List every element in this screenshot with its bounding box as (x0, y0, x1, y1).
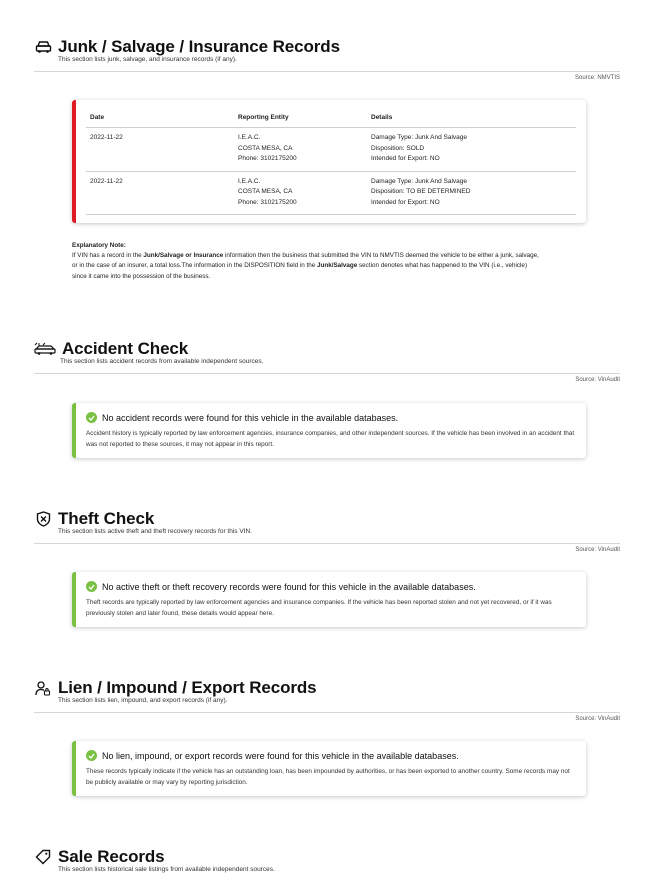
status-row (76, 403, 586, 423)
theft-section (34, 507, 620, 553)
section-title: Lien / Impound / Export Records (58, 678, 317, 697)
source-label: Source: VinAudit (575, 547, 620, 553)
check-circle-icon (86, 581, 97, 592)
lien-section (34, 676, 620, 722)
shield-x-icon (34, 510, 52, 528)
row-date: 2022-11-22 (86, 171, 234, 215)
col-header-details: Details (367, 110, 576, 128)
note-body (72, 251, 542, 282)
row-details (367, 128, 576, 172)
car-icon (34, 38, 52, 56)
entity-location: COSTA MESA, CA (238, 188, 293, 195)
table-row (86, 171, 576, 215)
entity-phone: Phone: 3102175200 (238, 198, 297, 206)
entity-location: COSTA MESA, CA (238, 144, 293, 152)
accident-section (34, 337, 620, 383)
section-subtitle: This section lists junk, salvage, and insurance records (if any). (58, 56, 237, 63)
sale-section (34, 845, 620, 873)
divider (34, 71, 620, 72)
section-subtitle: This section lists active theft and theft recovery records for this VIN. (58, 528, 252, 535)
explanatory-note (72, 241, 542, 282)
note-text: section denotes what has happened to the VIN (i.e., vehicle) since it came into the possession of the business. (72, 262, 528, 280)
status-description: Theft records are typically reported by law enforcement agencies and insurance companies. If the vehicle has been reported stolen and not yet recovered, or if it was previously stolen and later found, these details would appear here. (86, 599, 552, 617)
damage-type: Damage Type: Junk And Salvage (371, 134, 467, 141)
source-label: Source: VinAudit (575, 377, 620, 383)
source-label: Source: VinAudit (575, 716, 620, 722)
section-title: Theft Check (58, 509, 155, 528)
note-emphasis: Junk/Salvage (317, 262, 358, 270)
status-row (76, 741, 586, 761)
note-text: If VIN has a record in the (72, 252, 144, 260)
user-lock-icon (34, 679, 52, 697)
row-details (367, 171, 576, 215)
entity-name: I.E.A.C. (238, 177, 261, 185)
row-entity (234, 171, 367, 215)
row-entity (234, 128, 367, 172)
export-flag: Intended for Export: NO (371, 155, 440, 162)
junk-salvage-section (34, 35, 620, 81)
check-circle-icon (86, 750, 97, 761)
entity-name: I.E.A.C. (238, 134, 261, 141)
row-date: 2022-11-22 (86, 128, 234, 172)
accident-status-card (72, 403, 586, 458)
disposition: Disposition: SOLD (371, 144, 425, 152)
entity-phone: Phone: 3102175200 (238, 155, 297, 162)
status-message: No accident records were found for this vehicle in the available databases. (102, 412, 399, 423)
col-header-entity: Reporting Entity (234, 110, 367, 128)
export-flag: Intended for Export: NO (371, 198, 440, 206)
status-row (76, 572, 586, 592)
junk-records-table (86, 110, 576, 215)
lien-status-card (72, 741, 586, 796)
divider (34, 543, 620, 544)
note-text: information then the business that submitted the VIN to NMVTIS deemed the vehicle to be either a junk, salvage, or in the case of an insurer, a total loss.The information in the DISPOSITION field in the (72, 252, 539, 270)
divider (34, 373, 620, 374)
source-label: Source: NMVTIS (574, 75, 620, 81)
car-crash-icon (34, 340, 56, 358)
section-title: Sale Records (58, 847, 165, 866)
section-subtitle: This section lists historical sale listings from available independent sources. (58, 866, 275, 873)
junk-records-card (72, 100, 586, 223)
col-header-date: Date (86, 110, 234, 128)
section-title: Junk / Salvage / Insurance Records (58, 37, 340, 56)
note-heading: Explanatory Note: (72, 242, 126, 249)
damage-type: Damage Type: Junk And Salvage (371, 177, 467, 185)
status-message: No active theft or theft recovery records were found for this vehicle in the available databases. (102, 581, 476, 592)
note-emphasis: Junk/Salvage or Insurance (143, 252, 224, 260)
disposition: Disposition: TO BE DETERMINED (371, 188, 471, 195)
tag-icon (34, 848, 52, 866)
check-circle-icon (86, 412, 97, 423)
table-row (86, 128, 576, 172)
theft-status-card (72, 572, 586, 627)
status-message: No lien, impound, or export records were found for this vehicle in the available databases. (102, 750, 459, 761)
status-description: These records typically indicate if the vehicle has an outstanding loan, has been impounded by authorities, or has been exported to another country. Some records may not be publicly available or may vary by reporting jurisdiction. (86, 768, 570, 786)
section-subtitle: This section lists accident records from available independent sources. (60, 358, 264, 365)
status-description: Accident history is typically reported by law enforcement agencies, insurance companies, and other independent sources. If the vehicle has been involved in an accident that was not reported to these sources, it may not appear in this report. (86, 430, 575, 448)
section-title: Accident Check (62, 339, 189, 358)
divider (34, 712, 620, 713)
section-subtitle: This section lists lien, impound, and export records (if any). (58, 697, 228, 704)
